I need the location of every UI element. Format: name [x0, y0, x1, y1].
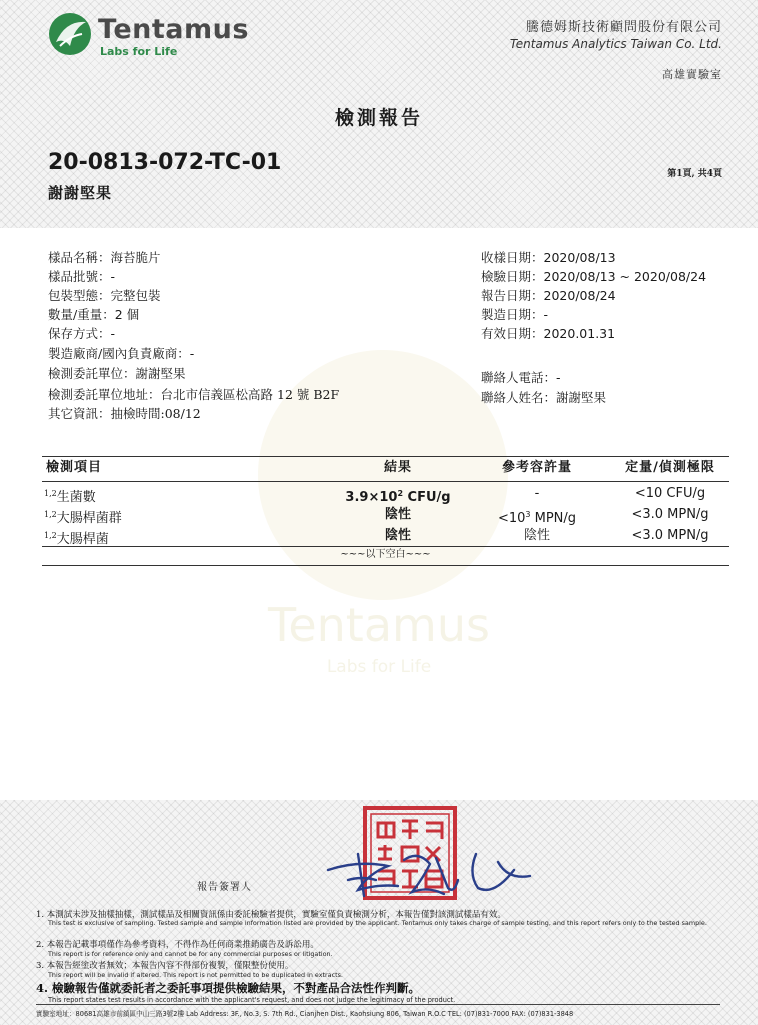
table-row-reference: $<10^3$ MPN/g: [497, 510, 577, 526]
col-header-result: 結果: [383, 460, 412, 475]
note-3-zh: 3. 本報告經塗改者無效；本報告內容不得部份複製，僅限整份使用。: [36, 961, 294, 971]
info-sample-name: 樣品名稱：海苔脆片: [48, 250, 161, 265]
company-name-en: Tentamus Analytics Taiwan Co. Ltd.: [509, 37, 722, 51]
logo-name: Tentamus: [98, 14, 249, 45]
handwritten-signature: [318, 840, 538, 902]
watermark-subtext: Labs for Life: [326, 657, 432, 677]
table-row-item: $^{1,2}$大腸桿菌群: [44, 510, 122, 526]
table-row-limit: <3.0 MPN/g: [631, 528, 709, 543]
info-quantity: 數量/重量：2 個: [48, 307, 140, 322]
info-test-date: 檢驗日期：2020/08/13 ~ 2020/08/24: [481, 269, 707, 284]
note-3-en: This report will be invalid if altered. This report is not permitted to be duplicated in extracts.: [48, 971, 343, 979]
col-header-limit: 定量/偵測極限: [625, 460, 715, 475]
col-header-item: 檢測項目: [46, 460, 103, 475]
table-row-reference: 陰性: [523, 528, 550, 543]
info-other: 其它資訊：抽檢時間:08/12: [48, 406, 201, 421]
info-client-address: 檢測委託單位地址：台北市信義區松高路 12 號 B2F: [48, 387, 340, 402]
info-expiry-date: 有效日期：2020.01.31: [481, 326, 616, 341]
info-storage: 保存方式：-: [48, 326, 116, 341]
info-client-unit: 檢測委託單位：謝謝堅果: [48, 366, 186, 381]
tentamus-logo-icon: [48, 12, 92, 56]
results-table: [42, 456, 729, 568]
info-contact-phone: 聯絡人電話：-: [481, 370, 561, 385]
report-number: 20-0813-072-TC-01: [48, 150, 282, 175]
col-header-reference: 參考容許量: [501, 460, 572, 475]
lab-name: 高雄實驗室: [662, 68, 722, 81]
table-row-result: $3.9\times 10^2$ CFU/g: [345, 489, 451, 505]
table-row-item: $^{1,2}$生菌數: [44, 489, 96, 505]
info-received-date: 收樣日期：2020/08/13: [481, 250, 616, 265]
table-row-result: 陰性: [384, 507, 411, 522]
table-row-result: 陰性: [384, 528, 411, 543]
note-4-en: This report states test results in accordance with the applicant's request, and does not judge the legitimacy of the product.: [48, 996, 456, 1004]
logo-tagline: Labs for Life: [100, 45, 178, 58]
footer-divider: [36, 1004, 720, 1005]
signer-label: 報告簽署人: [197, 882, 252, 893]
info-manufacture-date: 製造日期：-: [481, 307, 549, 322]
table-row-limit: <10 CFU/g: [634, 486, 706, 501]
company-name-zh: 騰德姆斯技術顧問股份有限公司: [525, 20, 722, 35]
note-2-zh: 2. 本報告記載事項僅作為參考資料，不得作為任何商業推銷廣告及訴訟用。: [36, 940, 319, 950]
end-of-results-marker: ~~~以下空白~~~: [340, 549, 431, 560]
table-row-reference: -: [534, 486, 540, 501]
client-name: 謝謝堅果: [48, 184, 113, 202]
note-1-en: This test is exclusive of sampling. Tested sample and sample information listed are provided by the applicant. Tentamus only takes charge of sample testing, and this report refers only to the tested sample.: [48, 919, 707, 927]
note-1-zh: 1. 本測試未涉及抽樣抽樣，測試樣品及相關資訊係由委託檢驗者提供，實驗室僅負責檢測分析，本報告僅對該測試樣品有效。: [36, 910, 506, 920]
info-manufacturer: 製造廠商/國內負責廠商：-: [48, 346, 195, 361]
table-row-limit: <3.0 MPN/g: [631, 507, 709, 522]
note-2-en: This report is for reference only and cannot be for any commercial purposes or litigation.: [48, 950, 333, 958]
note-4-zh: 4. 檢驗報告僅就委託者之委託事項提供檢驗結果，不對產品合法性作判斷。: [36, 981, 421, 995]
info-batch-no: 樣品批號：-: [48, 269, 116, 284]
lab-address: 實驗室地址：80681高雄市前鎮區中山三路3號2樓 Lab Address: 3F., No.3, S. 7th Rd., Cianjhen Dist., Kaohsiung 806, Taiwan R.O.C TEL: (07)831-7000 FAX: (07)831-3848: [36, 1010, 574, 1018]
table-row-item: $^{1,2}$大腸桿菌: [44, 531, 109, 547]
info-report-date: 報告日期：2020/08/24: [481, 288, 616, 303]
page-indicator: 第1頁, 共4頁: [667, 169, 722, 179]
watermark-text: Tentamus: [268, 598, 490, 652]
info-contact-name: 聯絡人姓名：謝謝堅果: [481, 390, 607, 405]
info-packaging: 包裝型態：完整包裝: [48, 288, 161, 303]
report-title: 檢測報告: [334, 107, 423, 129]
